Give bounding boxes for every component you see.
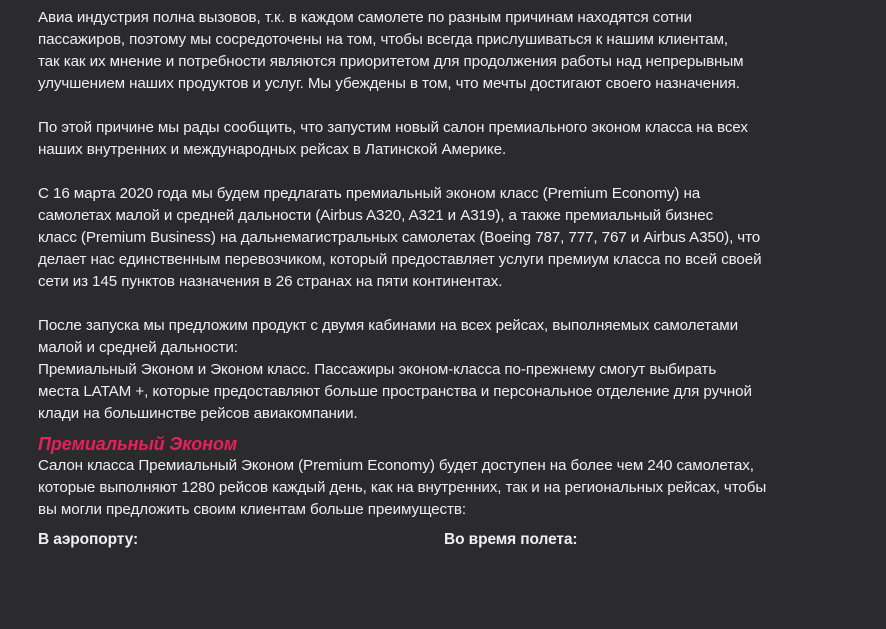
text-line: класс (Premium Business) на дальнемагистральных самолетах (Boeing 787, 777, 767 и Airbus A350), что [38, 229, 761, 246]
airport-column-heading: В аэропорту: [38, 531, 139, 548]
text-line: малой и средней дальности: [38, 339, 238, 356]
text-line: наших внутренних и международных рейсах в Латинской Америке. [38, 141, 507, 158]
text-line: улучшением наших продуктов и услуг. Мы убеждены в том, что мечты достигают своего назначения. [38, 75, 740, 92]
text-line: так как их мнение и потребности являются приоритетом для продолжения работы над непрерывным [38, 53, 744, 70]
text-line: пассажиров, поэтому мы сосредоточены на том, чтобы всегда прислушиваться к нашим клиентам, [38, 31, 728, 48]
text-line: С 16 марта 2020 года мы будем предлагать премиальный эконом класс (Premium Economy) на [38, 185, 701, 202]
inflight-column-heading: Во время полета: [444, 531, 578, 548]
text-line: После запуска мы предложим продукт с двумя кабинами на всех рейсах, выполняемых самолетами [38, 317, 739, 334]
text-line: По этой причине мы рады сообщить, что запустим новый салон премиального эконом класса на всех [38, 119, 748, 136]
text-line: сети из 145 пунктов назначения в 26 странах на пяти континентах. [38, 273, 503, 290]
text-line: клади на большинстве рейсов авиакомпании. [38, 405, 358, 422]
benefit-columns [38, 529, 866, 551]
text-line: которые выполняют 1280 рейсов каждый день, как на внутренних, так и на региональных рейсах, чтобы [38, 479, 767, 496]
text-line: делает нас единственным перевозчиком, который предоставляет услуги премиум класса по всей своей [38, 251, 762, 268]
intro-paragraph-4 [38, 315, 866, 425]
text-line: самолетах малой и средней дальности (Airbus A320, A321 и A319), а также премиальный бизнес [38, 207, 714, 224]
text-line: Салон класса Премиальный Эконом (Premium Economy) будет доступен на более чем 240 самолетах, [38, 457, 754, 474]
intro-paragraph-1 [38, 7, 866, 95]
premium-economy-heading: Премиальный Эконом [38, 434, 238, 454]
premium-economy-paragraph [38, 455, 866, 521]
intro-paragraph-2 [38, 117, 866, 161]
text-line: вы могли предложить своим клиентам больше преимуществ: [38, 501, 466, 518]
text-line: места LATAM +, которые предоставляют больше пространства и персональное отделение для ручной [38, 383, 752, 400]
text-line: Премиальный Эконом и Эконом класс. Пассажиры эконом-класса по-прежнему смогут выбирать [38, 361, 717, 378]
text-line: Авиа индустрия полна вызовов, т.к. в каждом самолете по разным причинам находятся сотни [38, 9, 692, 26]
intro-paragraph-3 [38, 183, 866, 293]
